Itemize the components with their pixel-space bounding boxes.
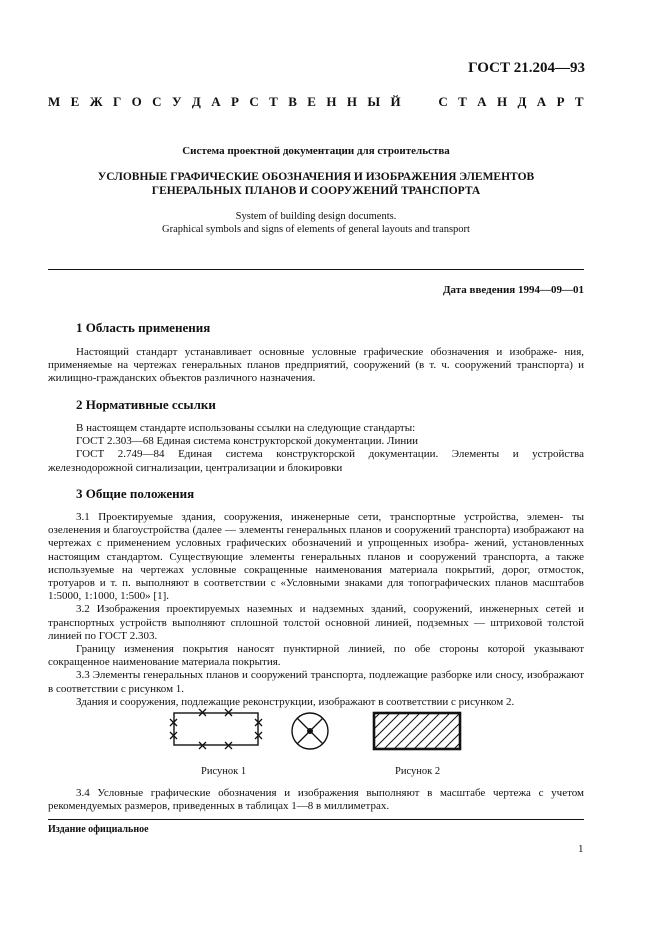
clause-3-3-reconstruction: Здания и сооружения, подлежащие реконструкции, изображают в соответствии с рисунком 2. — [76, 695, 515, 708]
text-line: знаками для топографических планов масштабов 1:5000, 1:1000, 1:500» [1]. — [48, 577, 584, 603]
title-line-1: УСЛОВНЫЕ ГРАФИЧЕСКИЕ ОБОЗНАЧЕНИЯ И ИЗОБРАЖЕНИЯ ЭЛЕМЕНТОВ — [97, 171, 535, 183]
heading-letter: Г — [112, 94, 122, 109]
heading-letter: Н — [326, 94, 337, 109]
cross-marks — [170, 709, 262, 749]
text-line: 3.4 Условные графические обозначения и изображения выполняют в масштабе чертежа с — [76, 787, 544, 799]
heading-letter: Т — [574, 94, 584, 109]
section-1-paragraph — [48, 346, 584, 386]
gost-number: ГОСТ 21.204—93 — [468, 60, 585, 76]
figure-1-caption: Рисунок 1 — [201, 766, 247, 777]
clause-3-2 — [48, 603, 584, 643]
section-2-text — [48, 422, 584, 475]
heading-letter: А — [477, 94, 487, 109]
system-title: Система проектной документации для строительства — [182, 145, 450, 157]
heading-letter: У — [171, 94, 182, 109]
clause-3-4-text — [48, 787, 584, 813]
heading-letter: С — [438, 94, 448, 109]
heading-letter: Н — [346, 94, 357, 109]
heading-letter — [425, 94, 428, 110]
heading-letter — [411, 94, 414, 110]
heading-letter: Е — [70, 94, 80, 109]
text-line: жений, установленных настоящим стандартом. Существующие элементы генеральных планов и — [48, 537, 584, 563]
heading-letter: М — [48, 94, 61, 109]
page-number: 1 — [578, 843, 584, 855]
text-line: изображают в соответствии с рисунком 1. — [48, 669, 585, 695]
heading-letter: В — [288, 94, 297, 109]
heading-letter: Ы — [367, 94, 381, 109]
english-title-line-2: Graphical symbols and signs of elements of general layouts and transport — [162, 223, 470, 235]
english-title — [48, 211, 584, 236]
text-line: сооружений транспорта, а также используемые на чертежах условные сокращенные наименования — [48, 550, 584, 576]
text-line: ты озеленения и благоустройства (далее — элементы генеральных планов и сооружений транспорта) — [48, 511, 585, 537]
figure-1-demolition-symbol — [165, 705, 267, 753]
heading-letter: Т — [458, 94, 467, 109]
text-line: железнодорожной сигнализации, централизации и блокировки — [48, 461, 343, 474]
heading-letter: С — [249, 94, 259, 109]
heading-letter: Й — [390, 94, 401, 109]
text-line: ГОСТ 2.749—84 Единая система конструкторской документации. Элементы и устройства — [76, 448, 584, 461]
heading-letter: Н — [496, 94, 508, 109]
clause-3-1 — [48, 511, 584, 603]
heading-letter: А — [536, 94, 547, 109]
section-3-heading: 3 Общие положения — [76, 486, 195, 501]
heading-letter: Д — [517, 94, 527, 109]
date-of-introduction: Дата введения 1994—09—01 — [442, 284, 584, 296]
heading-letter: Т — [269, 94, 278, 109]
text-line: сокращенное наименование материала покрытия. — [48, 656, 281, 669]
section-2-intro: В настоящем стандарте использованы ссылки на следующие стандарты: — [76, 422, 416, 434]
text-line: изображают на чертежах с применением условных графических обозначений и упрощенных изобра- — [48, 524, 585, 550]
text-line: транспорта) и жилищно-гражданских объектов различного назначения. — [48, 359, 584, 385]
heading-letter: Р — [231, 94, 239, 109]
heading-letter: С — [152, 94, 162, 109]
figure-2-reconstruction-symbol — [372, 711, 462, 751]
text-line: 3.3 Элементы генеральных планов и сооружений транспорта, подлежащие разборке или сносу, — [76, 669, 524, 682]
official-edition-label: Издание официальное — [48, 824, 149, 835]
reference-gost-2-749 — [48, 448, 584, 474]
text-line: материала покрытий, дорог, отмосток, тротуаров и т. п. выполняют в соответствии с «Условными — [48, 563, 585, 590]
text-line: ния, применяемые на чертежах генеральных планов предприятий, сооружений (в т. ч. сооружений — [48, 346, 585, 372]
document-title — [48, 170, 584, 198]
heading-letter: Е — [307, 94, 316, 109]
text-line: штриховой толстой линией по ГОСТ 2.303. — [48, 616, 584, 642]
reference-gost-2-303: ГОСТ 2.303—68 Единая система конструкторской документации. Линии — [76, 435, 418, 448]
clause-3-4 — [48, 787, 584, 813]
text-line: Границу изменения покрытия наносят пунктирной линией, по обе стороны которой указывают — [76, 643, 584, 656]
text-line: 3.1 Проектируемые здания, сооружения, инженерные сети, транспортные устройства, элемен- — [76, 511, 564, 523]
figure-1-demolition-circle-symbol — [288, 709, 332, 753]
title-line-2: ГЕНЕРАЛЬНЫХ ПЛАНОВ И СООРУЖЕНИЙ ТРАНСПОРТА — [151, 185, 481, 197]
heading-letter: Д — [191, 94, 201, 109]
text-line: сетей и транспортных устройств выполняют сплошной толстой основной линией, подземных — — [48, 603, 585, 629]
heading-letter: А — [211, 94, 221, 109]
clause-3-2-boundary — [48, 643, 584, 669]
footer-divider — [48, 819, 584, 820]
heading-letter: Р — [556, 94, 565, 109]
text-line: 3.2 Изображения проектируемых наземных и надземных зданий, сооружений, инженерных — [76, 603, 539, 616]
section-3-text — [48, 511, 584, 709]
title-divider — [48, 269, 584, 270]
section-1-text — [48, 346, 584, 386]
heading-letter: Ж — [89, 94, 103, 109]
text-line: Настоящий стандарт устанавливает основные условные графические обозначения и изображе- — [76, 346, 558, 358]
interstate-standard-heading — [48, 94, 584, 110]
heading-letter: О — [131, 94, 142, 109]
text-line: учетом рекомендуемых размеров, приведенных в таблицах 1—8 в миллиметрах. — [48, 787, 584, 813]
section-2-heading: 2 Нормативные ссылки — [76, 397, 216, 412]
english-title-line-1: System of building design documents. — [235, 211, 397, 222]
clause-3-3 — [48, 669, 584, 695]
figure-2-caption: Рисунок 2 — [395, 766, 441, 777]
section-1-heading: 1 Область применения — [76, 320, 211, 335]
